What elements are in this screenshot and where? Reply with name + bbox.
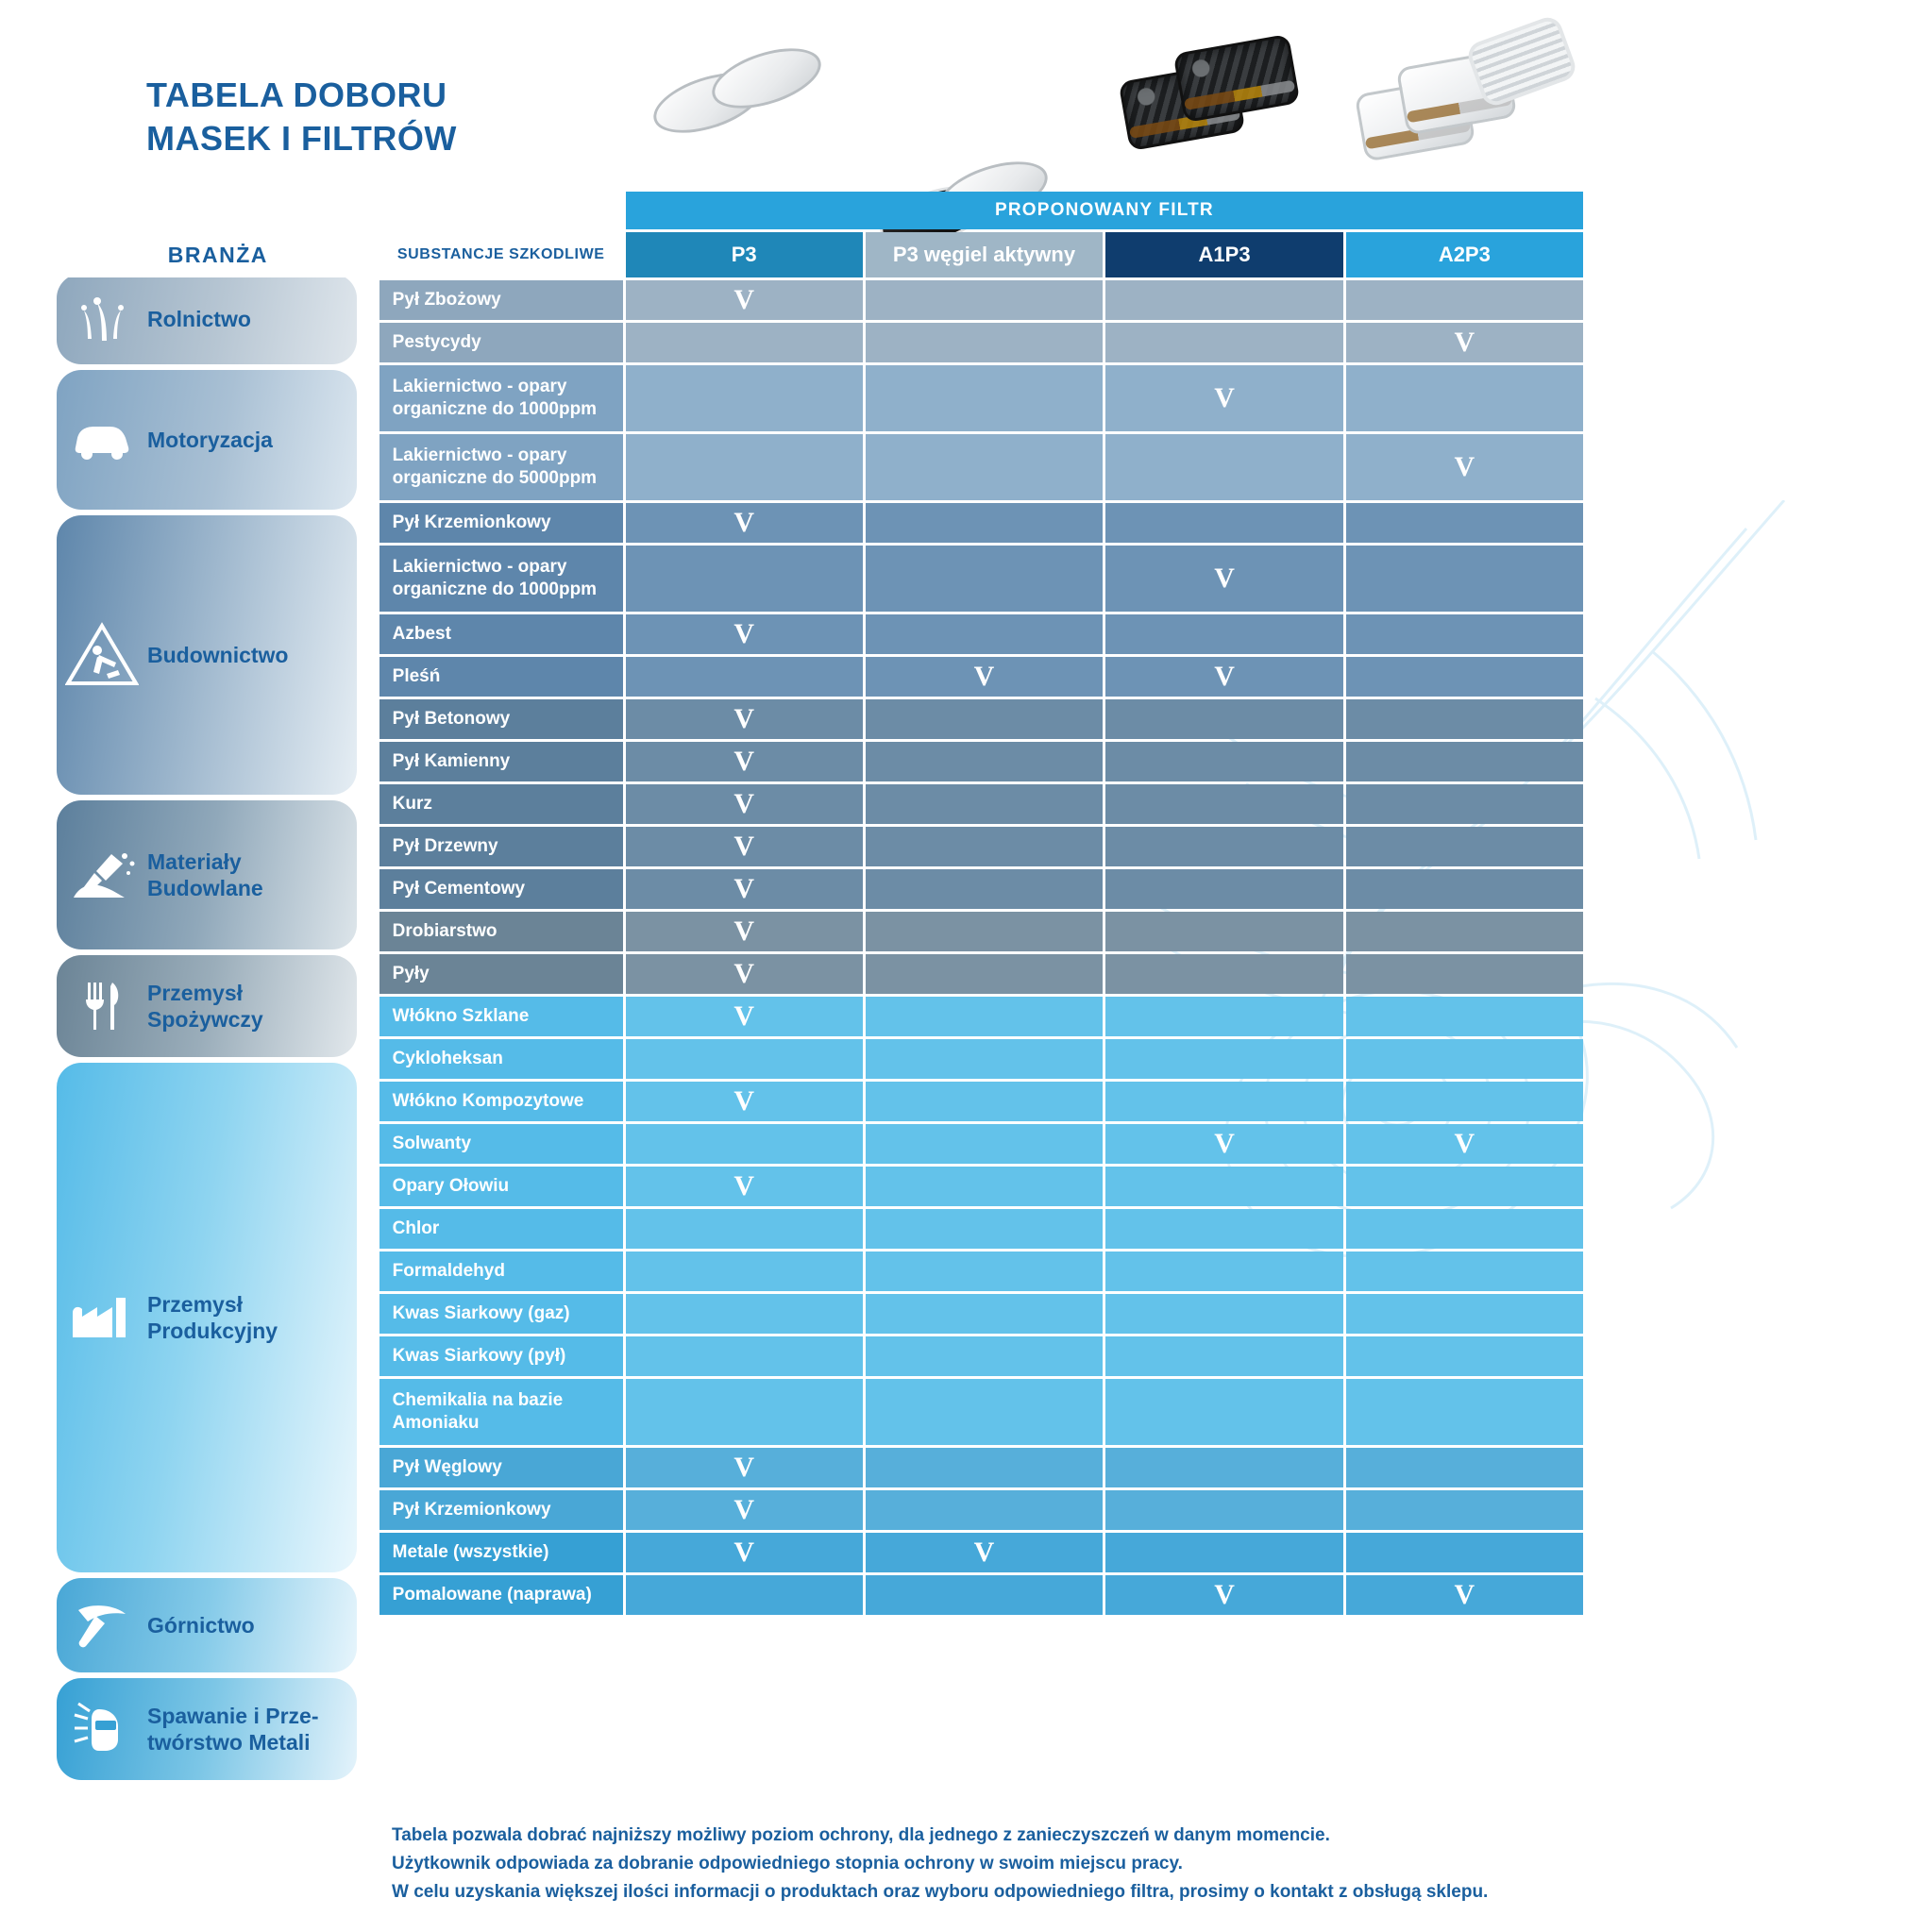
- industry-spacer-cell: [59, 1082, 377, 1121]
- check-cell-empty: [626, 1294, 863, 1334]
- check-cell-marked: [626, 997, 863, 1036]
- check-cell-marked: [1346, 1124, 1583, 1164]
- check-cell-marked: [626, 912, 863, 951]
- checkmark-icon: V: [733, 1170, 755, 1201]
- check-cell-empty: [626, 1124, 863, 1164]
- table-row: [59, 912, 1583, 951]
- table-row: [59, 1448, 1583, 1487]
- substance-cell: Pył Krzemionkowy: [379, 503, 623, 543]
- check-cell-empty: [1346, 912, 1583, 951]
- selection-table: [57, 189, 1586, 1618]
- checkmark-icon: V: [733, 618, 755, 649]
- industry-spacer-cell: [59, 1039, 377, 1079]
- check-cell-empty: [1346, 1336, 1583, 1376]
- check-cell-marked: [626, 614, 863, 654]
- check-cell-empty: [1105, 699, 1342, 739]
- table-row: [59, 827, 1583, 866]
- check-cell-empty: [1346, 1294, 1583, 1334]
- table-row: [59, 1379, 1583, 1445]
- industry-spacer-cell: [59, 912, 377, 951]
- page-title-line1: TABELA DOBORU: [146, 76, 447, 114]
- substance-cell: Formaldehyd: [379, 1252, 623, 1291]
- table-row: [59, 699, 1583, 739]
- check-cell-empty: [1346, 1082, 1583, 1121]
- check-cell-empty: [1105, 434, 1342, 500]
- check-cell-empty: [866, 1167, 1104, 1206]
- industry-spacer-cell: [59, 657, 377, 697]
- check-cell-marked: [1105, 1575, 1342, 1615]
- check-cell-empty: [1105, 1448, 1342, 1487]
- table-row: [59, 784, 1583, 824]
- check-cell-marked: [1105, 657, 1342, 697]
- table-row: [59, 365, 1583, 431]
- check-cell-empty: [1105, 280, 1342, 320]
- check-cell-empty: [1105, 1252, 1342, 1291]
- checkmark-icon: V: [733, 746, 755, 777]
- check-cell-empty: [866, 1294, 1104, 1334]
- industry-spacer-cell: [59, 742, 377, 781]
- check-cell-empty: [1346, 1167, 1583, 1206]
- checkmark-icon: V: [733, 1452, 755, 1483]
- page-title: [146, 74, 543, 160]
- check-cell-empty: [866, 1082, 1104, 1121]
- substance-cell: Lakiernictwo - opary organiczne do 1000ppm: [379, 546, 623, 612]
- prefilter-grid-icon: [1464, 13, 1579, 109]
- check-cell-empty: [866, 546, 1104, 612]
- check-cell-empty: [1105, 1209, 1342, 1249]
- check-cell-empty: [626, 434, 863, 500]
- industry-label: Budownictwo: [147, 643, 289, 667]
- page-title-line2: MASEK I FILTRÓW: [146, 119, 457, 158]
- industry-spacer-cell: [59, 1294, 377, 1334]
- footer-line-1: Tabela pozwala dobrać najniższy możliwy poziom ochrony, dla jednego z zanieczyszczeń w danym momencie.: [392, 1825, 1330, 1845]
- industry-block-spawanie[interactable]: [57, 1678, 357, 1780]
- check-cell-empty: [866, 1490, 1104, 1530]
- substance-cell: Lakiernictwo - opary organiczne do 5000ppm: [379, 434, 623, 500]
- industry-spacer-cell: [59, 323, 377, 362]
- check-cell-empty: [1105, 1082, 1342, 1121]
- check-cell-empty: [1105, 869, 1342, 909]
- substance-cell: Pył Drzewny: [379, 827, 623, 866]
- check-cell-empty: [626, 1039, 863, 1079]
- check-cell-empty: [1346, 657, 1583, 697]
- footer-line-3: W celu uzyskania większej ilości informacji o produktach oraz wyboru odpowiedniego filtra, prosimy o kontakt z obsługą sklepu.: [392, 1882, 1489, 1902]
- check-cell-empty: [1346, 1209, 1583, 1249]
- welder-icon: [57, 1702, 147, 1756]
- check-cell-empty: [1105, 614, 1342, 654]
- table-row: [59, 323, 1583, 362]
- industry-label: Przemysł Produkcyjny: [147, 1292, 278, 1343]
- checkmark-icon: V: [1454, 1128, 1475, 1159]
- check-cell-empty: [1346, 1448, 1583, 1487]
- table-row: [59, 997, 1583, 1036]
- industry-spacer-cell: [59, 784, 377, 824]
- check-cell-empty: [1105, 1294, 1342, 1334]
- check-cell-empty: [866, 699, 1104, 739]
- check-cell-empty: [866, 869, 1104, 909]
- check-cell-marked: [626, 1082, 863, 1121]
- check-cell-marked: [626, 869, 863, 909]
- industry-label: Rolnictwo: [147, 307, 251, 331]
- check-cell-empty: [1105, 912, 1342, 951]
- column-header-p3: P3: [626, 232, 863, 277]
- check-cell-empty: [1346, 1490, 1583, 1530]
- substance-cell: Cykloheksan: [379, 1039, 623, 1079]
- check-cell-empty: [1346, 546, 1583, 612]
- substance-cell: Pył Krzemionkowy: [379, 1490, 623, 1530]
- footer-line-2: Użytkownik odpowiada za dobranie odpowiedniego stopnia ochrony w swoim miejscu pracy.: [392, 1854, 1183, 1873]
- check-cell-marked: [866, 1533, 1104, 1572]
- check-cell-marked: [626, 1533, 863, 1572]
- check-cell-marked: [626, 503, 863, 543]
- table-row: [59, 1167, 1583, 1206]
- check-cell-empty: [1105, 1039, 1342, 1079]
- substance-cell: Pleśń: [379, 657, 623, 697]
- checkmark-icon: V: [973, 661, 995, 692]
- check-cell-empty: [866, 997, 1104, 1036]
- proposed-filter-header: PROPONOWANY FILTR: [626, 192, 1583, 229]
- substance-cell: Opary Ołowiu: [379, 1167, 623, 1206]
- check-cell-marked: [626, 742, 863, 781]
- check-cell-empty: [866, 827, 1104, 866]
- check-cell-empty: [1346, 1379, 1583, 1445]
- substance-cell: Pył Betonowy: [379, 699, 623, 739]
- checkmark-icon: V: [1454, 327, 1475, 358]
- checkmark-icon: V: [733, 1000, 755, 1032]
- check-cell-empty: [1346, 784, 1583, 824]
- industry-spacer-cell: [59, 365, 377, 431]
- table-row: [59, 1082, 1583, 1121]
- industry-label: Spawanie i Prze- twórstwo Metali: [147, 1704, 319, 1755]
- check-cell-empty: [1105, 1336, 1342, 1376]
- check-cell-empty: [866, 912, 1104, 951]
- checkmark-icon: V: [733, 958, 755, 989]
- check-cell-empty: [1105, 742, 1342, 781]
- check-cell-empty: [866, 1252, 1104, 1291]
- substance-cell: Włókno Kompozytowe: [379, 1082, 623, 1121]
- photo-pad-filter-pair-white: [651, 38, 840, 151]
- substance-cell: Pomalowane (naprawa): [379, 1575, 623, 1615]
- checkmark-icon: V: [733, 703, 755, 734]
- check-cell-empty: [626, 546, 863, 612]
- checkmark-icon: V: [733, 873, 755, 904]
- check-cell-empty: [1105, 954, 1342, 994]
- substance-cell: Pył Zbożowy: [379, 280, 623, 320]
- industry-spacer-cell: [59, 699, 377, 739]
- check-cell-marked: [1105, 546, 1342, 612]
- substance-cell: Azbest: [379, 614, 623, 654]
- footer-notes: [392, 1822, 1864, 1907]
- check-cell-empty: [626, 1575, 863, 1615]
- industry-spacer-cell: [59, 503, 377, 543]
- substance-cell: Pył Cementowy: [379, 869, 623, 909]
- check-cell-marked: [626, 954, 863, 994]
- substance-cell: Pył Węglowy: [379, 1448, 623, 1487]
- check-cell-marked: [1105, 1124, 1342, 1164]
- industry-spacer-cell: [59, 1167, 377, 1206]
- substance-cell: Pestycydy: [379, 323, 623, 362]
- check-cell-empty: [866, 1575, 1104, 1615]
- check-cell-empty: [866, 280, 1104, 320]
- checkmark-icon: V: [733, 1494, 755, 1525]
- check-cell-empty: [1105, 323, 1342, 362]
- check-cell-marked: [1346, 434, 1583, 500]
- header-branza: BRANŻA: [59, 232, 377, 277]
- check-cell-empty: [626, 657, 863, 697]
- check-cell-empty: [1346, 1533, 1583, 1572]
- check-cell-empty: [866, 614, 1104, 654]
- checkmark-icon: V: [733, 507, 755, 538]
- substance-cell: Drobiarstwo: [379, 912, 623, 951]
- cartridge-stripe: [1184, 80, 1295, 110]
- check-cell-marked: [626, 280, 863, 320]
- industry-spacer-cell: [59, 954, 377, 994]
- check-cell-empty: [866, 1209, 1104, 1249]
- check-cell-empty: [866, 503, 1104, 543]
- checkmark-icon: V: [733, 1537, 755, 1568]
- substance-cell: Kwas Siarkowy (pył): [379, 1336, 623, 1376]
- check-cell-marked: [626, 1448, 863, 1487]
- check-cell-empty: [866, 784, 1104, 824]
- photo-cartridge-filter-black-pair: [1123, 38, 1322, 160]
- check-cell-empty: [866, 323, 1104, 362]
- industry-spacer-cell: [59, 869, 377, 909]
- check-cell-marked: [626, 1167, 863, 1206]
- check-cell-empty: [1105, 1167, 1342, 1206]
- industry-spacer-cell: [59, 997, 377, 1036]
- check-cell-empty: [1346, 503, 1583, 543]
- table-row: [59, 954, 1583, 994]
- industry-spacer-cell: [59, 546, 377, 612]
- table-row: [59, 1490, 1583, 1530]
- industry-spacer-cell: [59, 1575, 377, 1615]
- industry-spacer-cell: [59, 614, 377, 654]
- check-cell-marked: [626, 699, 863, 739]
- industry-spacer-cell: [59, 280, 377, 320]
- table-row: [59, 1533, 1583, 1572]
- check-cell-empty: [1346, 869, 1583, 909]
- substance-cell: Kwas Siarkowy (gaz): [379, 1294, 623, 1334]
- industry-spacer-cell: [59, 1379, 377, 1445]
- checkmark-icon: V: [733, 284, 755, 315]
- table-row: [59, 546, 1583, 612]
- industry-spacer-cell: [59, 1124, 377, 1164]
- check-cell-empty: [1105, 1490, 1342, 1530]
- checkmark-icon: V: [733, 831, 755, 862]
- header-substancje: SUBSTANCJE SZKODLIWE: [379, 232, 623, 277]
- substance-cell: Metale (wszystkie): [379, 1533, 623, 1572]
- industry-spacer-cell: [59, 1336, 377, 1376]
- check-cell-empty: [1346, 614, 1583, 654]
- check-cell-marked: [1346, 323, 1583, 362]
- check-cell-empty: [866, 365, 1104, 431]
- checkmark-icon: V: [1454, 451, 1475, 482]
- cartridge-filter-icon: [1173, 34, 1301, 123]
- table-header-group-row: [59, 192, 1583, 229]
- check-cell-empty: [1105, 1379, 1342, 1445]
- check-cell-empty: [866, 1039, 1104, 1079]
- table-row: [59, 1575, 1583, 1615]
- table-row: [59, 1209, 1583, 1249]
- industry-spacer-cell: [59, 1490, 377, 1530]
- check-cell-empty: [626, 1336, 863, 1376]
- industry-spacer-cell: [59, 827, 377, 866]
- industry-spacer-cell: [59, 1209, 377, 1249]
- checkmark-icon: V: [733, 1085, 755, 1117]
- check-cell-empty: [866, 1124, 1104, 1164]
- check-cell-marked: [1105, 365, 1342, 431]
- check-cell-empty: [626, 1379, 863, 1445]
- check-cell-empty: [1105, 1533, 1342, 1572]
- table-row: [59, 280, 1583, 320]
- check-cell-empty: [1105, 827, 1342, 866]
- industry-label: Materiały Budowlane: [147, 849, 263, 900]
- check-cell-empty: [866, 1379, 1104, 1445]
- column-header-a1p3: A1P3: [1105, 232, 1342, 277]
- industry-label: Motoryzacja: [147, 428, 273, 452]
- check-cell-empty: [626, 1209, 863, 1249]
- table-row: [59, 1336, 1583, 1376]
- filter-selection-table: [57, 189, 1586, 1618]
- check-cell-empty: [866, 434, 1104, 500]
- substance-cell: Kurz: [379, 784, 623, 824]
- check-cell-empty: [626, 1252, 863, 1291]
- check-cell-marked: [626, 827, 863, 866]
- check-cell-empty: [1346, 742, 1583, 781]
- check-cell-empty: [1346, 1039, 1583, 1079]
- checkmark-icon: V: [1214, 1128, 1235, 1159]
- industry-spacer-cell: [59, 1448, 377, 1487]
- checkmark-icon: V: [1454, 1579, 1475, 1610]
- substance-cell: Solwanty: [379, 1124, 623, 1164]
- table-row: [59, 1294, 1583, 1334]
- checkmark-icon: V: [1214, 1579, 1235, 1610]
- table-row: [59, 503, 1583, 543]
- check-cell-marked: [866, 657, 1104, 697]
- substance-cell: Lakiernictwo - opary organiczne do 1000ppm: [379, 365, 623, 431]
- check-cell-empty: [866, 954, 1104, 994]
- substance-cell: Pył Kamienny: [379, 742, 623, 781]
- check-cell-marked: [626, 1490, 863, 1530]
- check-cell-empty: [866, 1448, 1104, 1487]
- industry-label: Górnictwo: [147, 1613, 255, 1638]
- check-cell-empty: [626, 323, 863, 362]
- check-cell-empty: [866, 742, 1104, 781]
- check-cell-marked: [626, 784, 863, 824]
- industry-spacer-cell: [59, 1252, 377, 1291]
- check-cell-empty: [1105, 784, 1342, 824]
- photo-cartridge-filter-white-with-prefilter: [1359, 38, 1576, 170]
- checkmark-icon: V: [733, 916, 755, 947]
- check-cell-empty: [626, 365, 863, 431]
- table-row: [59, 742, 1583, 781]
- table-body: [59, 280, 1583, 1615]
- table-row: [59, 614, 1583, 654]
- check-cell-empty: [1105, 997, 1342, 1036]
- industry-spacer-cell: [59, 1533, 377, 1572]
- check-cell-empty: [1346, 280, 1583, 320]
- checkmark-icon: V: [973, 1537, 995, 1568]
- table-row: [59, 657, 1583, 697]
- check-cell-empty: [1346, 1252, 1583, 1291]
- table-row: [59, 1039, 1583, 1079]
- checkmark-icon: V: [1214, 661, 1235, 692]
- table-row: [59, 434, 1583, 500]
- check-cell-empty: [1346, 997, 1583, 1036]
- table-header-row: [59, 232, 1583, 277]
- column-header-a2p3: A2P3: [1346, 232, 1583, 277]
- table-row: [59, 1124, 1583, 1164]
- substance-cell: Włókno Szklane: [379, 997, 623, 1036]
- substance-cell: Chlor: [379, 1209, 623, 1249]
- table-row: [59, 1252, 1583, 1291]
- table-row: [59, 869, 1583, 909]
- substance-cell: Pyły: [379, 954, 623, 994]
- check-cell-empty: [1105, 503, 1342, 543]
- industry-label: Przemysł Spożywczy: [147, 981, 263, 1032]
- check-cell-empty: [1346, 699, 1583, 739]
- checkmark-icon: V: [1214, 563, 1235, 594]
- check-cell-empty: [1346, 827, 1583, 866]
- check-cell-empty: [1346, 954, 1583, 994]
- check-cell-marked: [1346, 1575, 1583, 1615]
- column-header-p3-wegiel-aktywny: P3 węgiel aktywny: [866, 232, 1104, 277]
- check-cell-empty: [1346, 365, 1583, 431]
- industry-spacer-cell: [59, 434, 377, 500]
- checkmark-icon: V: [733, 788, 755, 819]
- checkmark-icon: V: [1214, 382, 1235, 413]
- check-cell-empty: [866, 1336, 1104, 1376]
- substance-cell: Chemikalia na bazie Amoniaku: [379, 1379, 623, 1445]
